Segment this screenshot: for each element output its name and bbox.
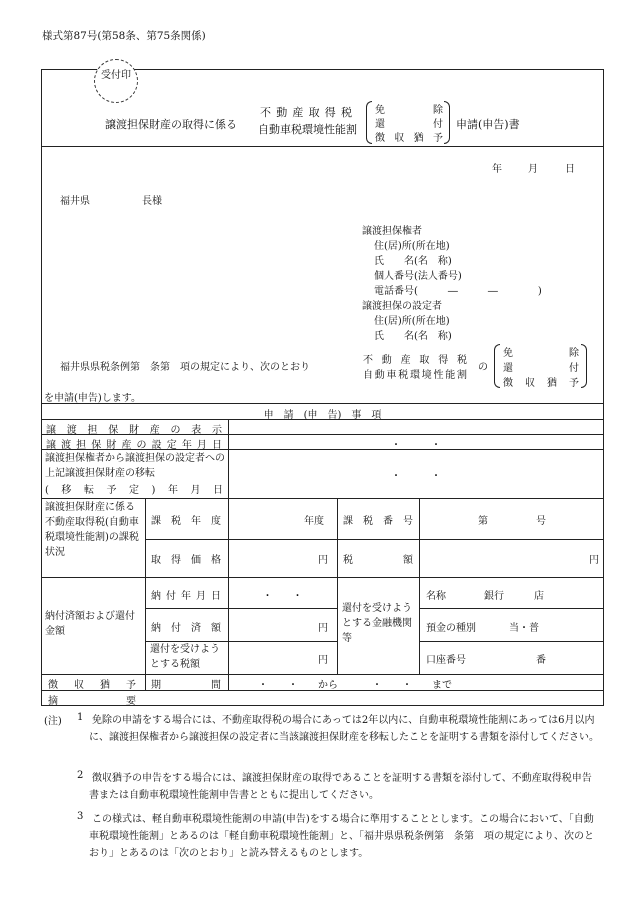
account-number-ban: 番 [536, 655, 546, 666]
reception-stamp [94, 59, 138, 103]
title-opt1: 免除 [375, 105, 443, 116]
row-setdate-value: ・ ・ [391, 440, 441, 451]
setter-heading: 譲渡担保の設定者 [362, 301, 442, 312]
tax-number-go: 号 [536, 516, 546, 527]
row-transfer-value: ・ ・ [391, 471, 441, 482]
notes-prefix: (注) [44, 716, 62, 727]
divider [41, 146, 604, 147]
tax-amount-label [343, 551, 413, 566]
tax-amount-yen: 円 [589, 555, 599, 566]
account-number-label: 口座番号 [426, 655, 466, 666]
statement-paren-right [581, 344, 587, 388]
title-prefix: 譲渡担保財産の取得に係る [105, 118, 237, 131]
title-tax1: 不動産取得税 [260, 106, 352, 119]
setter-address: 住(居)所(所在地) [374, 316, 450, 327]
statement-no: の [478, 362, 488, 373]
refund-tax-label: 還付を受けようとする税額 [150, 644, 220, 670]
title-opt3: 徴収猶予 [375, 133, 443, 144]
paid-label: 納付済額および還付金額 [45, 611, 135, 637]
date-day: 日 [565, 164, 575, 175]
branch-suffix: 店 [534, 591, 544, 602]
statement-end: を申請(申告)します。 [44, 393, 142, 404]
title-paren-right [444, 101, 450, 144]
tax-number-label: 課税番号 [343, 516, 413, 527]
refund-tax-yen: 円 [318, 655, 328, 666]
row-setdate-label: 譲渡担保財産の設定年月日 [46, 440, 222, 451]
addressee-chief: 長様 [142, 196, 162, 207]
note-1-number: 1 [77, 712, 84, 723]
acq-price-label: 取得価格 [151, 555, 221, 566]
holder-address: 住(居)所(所在地) [374, 241, 450, 252]
note-3-number: 3 [77, 811, 84, 822]
statement-text: 福井県県税条例第 条第 項の規定により、次のとおり [60, 362, 310, 373]
title-opt2: 還付 [375, 119, 443, 130]
tax-year-unit: 年度 [304, 516, 324, 527]
period-label: 期間 [151, 680, 221, 691]
paid-amount-yen: 円 [318, 623, 328, 634]
pay-date-value: ・ ・ [262, 591, 303, 602]
statement-opt3: 徴収猶予 [503, 378, 579, 389]
bank-suffix: 銀行 [484, 591, 504, 602]
bank-name-label: 名称 [426, 591, 446, 602]
holder-phone: 電話番号( ― ― ) [374, 286, 542, 297]
title-paren-left [366, 101, 372, 144]
date-year: 年 [492, 164, 502, 175]
remarks-label: 摘要 [48, 696, 136, 707]
form-number: 様式第87号(第58条、第75条関係) [42, 30, 206, 42]
note-2-number: 2 [77, 770, 84, 781]
period-to: ・ ・ まで [372, 680, 452, 691]
table-header: 申 請 (申 告) 事 項 [263, 410, 382, 421]
pay-date-label: 納付年月日 [151, 591, 221, 602]
period-from: ・ ・ から [258, 680, 338, 691]
holder-id-number: 個人番号(法人番号) [374, 271, 462, 282]
setter-name: 氏 名(名 称) [374, 331, 452, 342]
statement-paren-left [494, 344, 500, 388]
addressee-pref: 福井県 [60, 196, 90, 207]
statement-opt1: 免除 [503, 348, 579, 359]
holder-heading: 譲渡担保権者 [362, 226, 422, 237]
note-3-text: この様式は、軽自動車税環境性能割の申請(申告)をする場合に準用することとします。この場合において、「自動車税環境性能割」とあるのは「軽自動車税環境性能割」と、「福井県県税条例第 条第 項の規定により、次のとおり」とあるのは「次のとおり」と読み替えるものとします。 [89, 814, 594, 859]
title-suffix: 申請(申告)書 [456, 118, 520, 131]
row-property-label: 譲渡担保財産の表示 [46, 425, 222, 436]
tax-number-dai: 第 [478, 516, 488, 527]
tax-status-label: 譲渡担保財産に係る不動産取得税(自動車税環境性能割)の課税状況 [45, 502, 139, 558]
tax-year-label: 課税年度 [151, 516, 221, 527]
note-2-text: 徴収猶予の申告をする場合には、譲渡担保財産の取得であることを証明する書類を添付して、不動産取得税申告書または自動車税環境性能割申告書とともに提出してください。 [89, 773, 592, 801]
paid-amount-label: 納付済額 [151, 623, 221, 634]
deposit-type-label: 預金の種別 [426, 623, 476, 634]
deferral-label: 徴収猶予 [48, 680, 136, 691]
row-transfer-label-last: (移転予定)年月日 [45, 485, 223, 496]
statement-tax2: 自動車税環境性能割 [363, 370, 467, 381]
bank-label: 還付を受けようとする金融機関等 [342, 603, 412, 644]
acq-price-yen: 円 [318, 555, 328, 566]
holder-name: 氏 名(名 称) [374, 256, 452, 267]
tax-amount-text: 税額 [343, 555, 413, 566]
statement-tax1: 不動産取得税 [363, 355, 467, 366]
date-month: 月 [528, 164, 538, 175]
stamp-label: 受付印 [101, 70, 131, 81]
statement-opt2: 還付 [503, 363, 579, 374]
note-1-text: 免除の申請をする場合には、不動産取得税の場合にあっては2年以内に、自動車税環境性能割にあっては6月以内に、譲渡担保権者から譲渡担保の設定者に当該譲渡担保財産を移転したことを証明する書類を添付してください。 [89, 715, 599, 743]
row-transfer-label: 譲渡担保権者から譲渡担保の設定者への上記譲渡担保財産の移転 [45, 453, 225, 479]
deposit-type-value: 当・普 [509, 623, 539, 634]
title-tax2: 自動車税環境性能割 [258, 123, 357, 136]
